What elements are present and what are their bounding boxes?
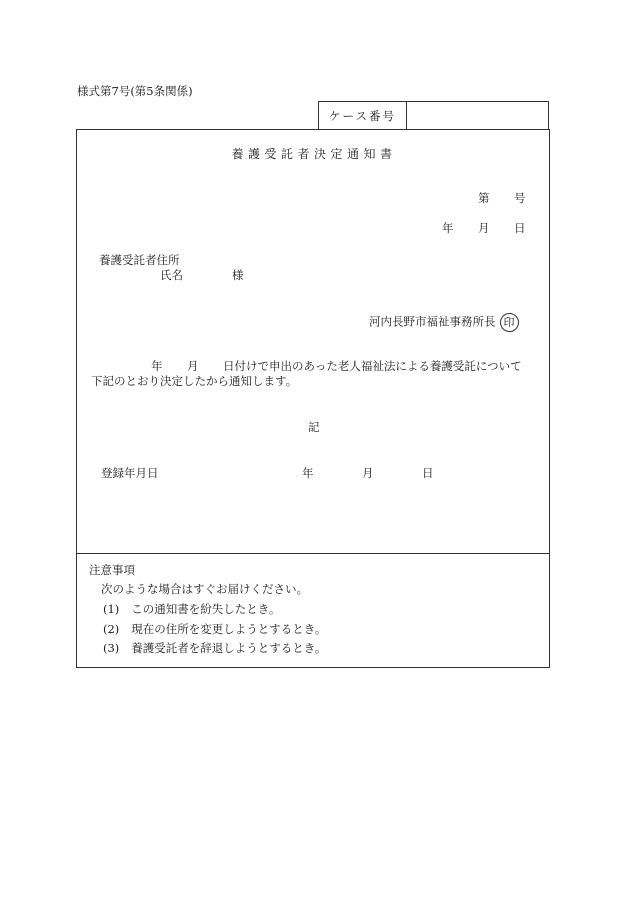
seal-mark: 印 [500, 313, 519, 332]
registration-date-label: 登録年月日 [101, 466, 159, 480]
form-number-label: 様式第7号(第5条関係) [77, 84, 193, 98]
note-item-text: この通知書を紛失したとき。 [131, 602, 281, 616]
notice-number-dai: 第 [478, 191, 490, 205]
issue-date-year: 年 [442, 221, 454, 235]
case-number-box [318, 101, 549, 129]
note-item [103, 643, 326, 655]
issue-date-day: 日 [514, 221, 526, 235]
case-number-label: ケース番号 [319, 102, 407, 129]
note-item-text: 養護受託者を辞退しようとするとき。 [131, 641, 327, 655]
registration-day: 日 [422, 466, 434, 480]
issue-date-month: 月 [478, 221, 490, 235]
issuer-name: 河内長野市福祉事務所長 [369, 314, 496, 329]
body-year: 年 [151, 359, 163, 373]
note-item-text: 現在の住所を変更しようとするとき。 [131, 622, 327, 636]
issuer-line [369, 313, 519, 332]
notes-heading: 注意事項 [89, 563, 135, 577]
honorific-sama: 様 [232, 268, 244, 282]
note-item-number: (3) [103, 641, 120, 655]
body-text-line2: 下記のとおり決定したから通知します。 [91, 374, 298, 388]
notes-intro: 次のような場合はすぐお届けください。 [101, 582, 308, 596]
notice-box [76, 129, 550, 554]
body-month: 月 [187, 359, 199, 373]
document-title: 養護受託者決定通知書 [231, 147, 397, 161]
notes-box [76, 553, 550, 668]
note-item-number: (2) [103, 622, 120, 636]
ki-heading: 記 [308, 420, 320, 434]
registration-month: 月 [362, 466, 374, 480]
note-item [103, 604, 280, 616]
case-number-field[interactable] [407, 102, 548, 129]
note-item-number: (1) [103, 602, 120, 616]
registration-year: 年 [302, 466, 314, 480]
recipient-name-label: 氏名 [160, 268, 183, 282]
recipient-address-label: 養護受託者住所 [99, 253, 180, 267]
notice-number-go: 号 [514, 191, 526, 205]
body-text-line1: 日付けで申出のあった老人福祉法による養護受託について [223, 359, 522, 373]
note-item [103, 624, 326, 636]
